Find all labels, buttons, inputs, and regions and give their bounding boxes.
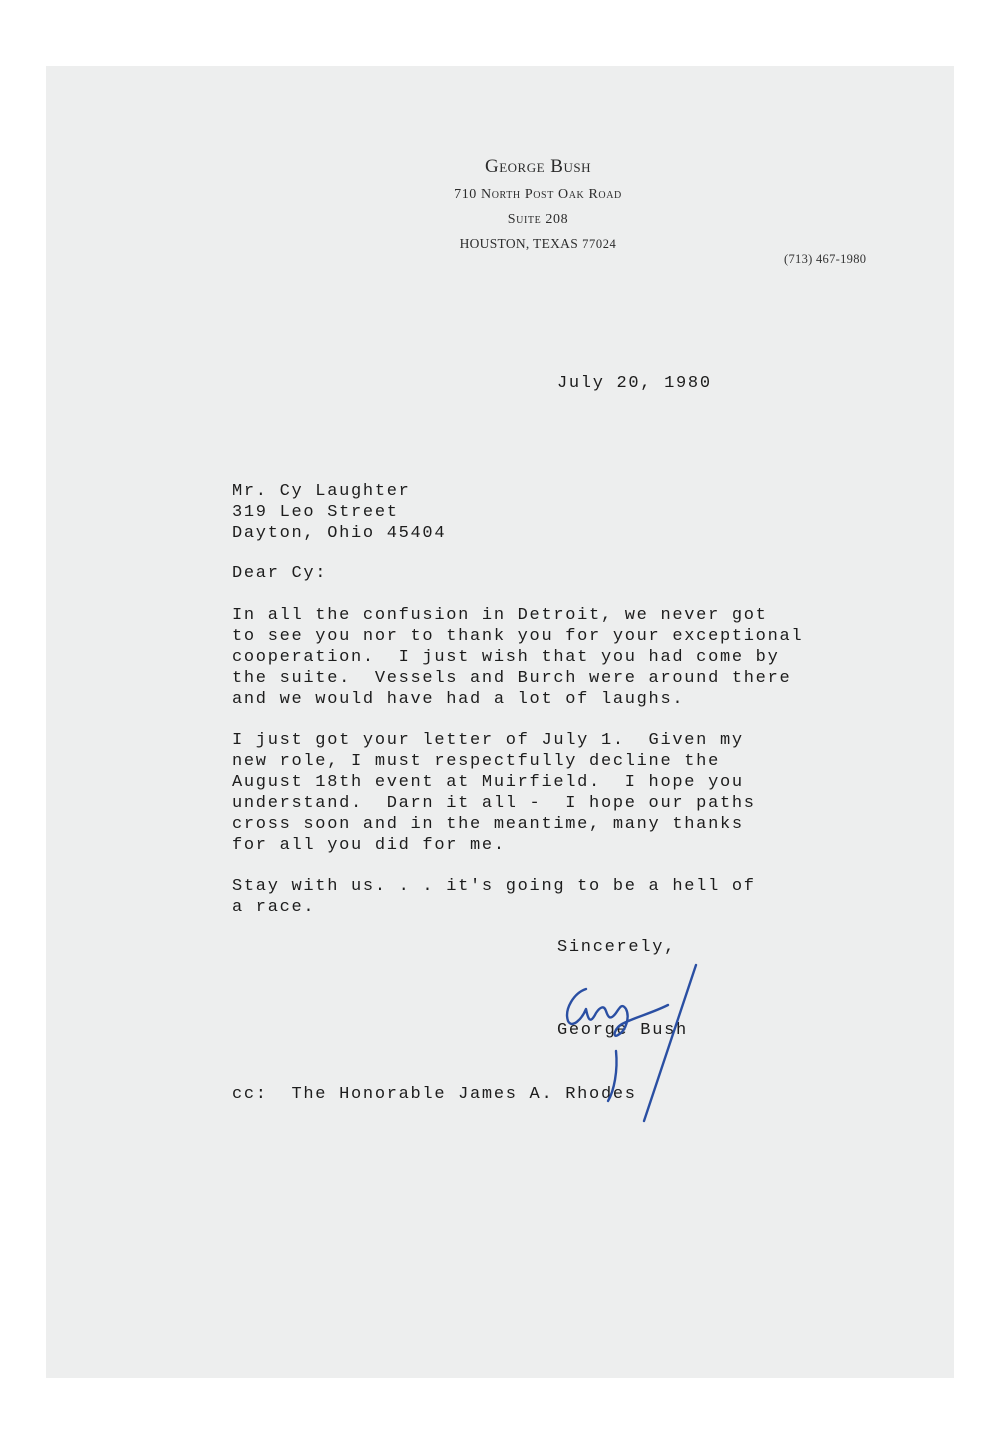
recipient-address xyxy=(232,481,446,544)
letterhead-name: George Bush xyxy=(485,156,591,177)
paragraph-line: and we would have had a lot of laughs. xyxy=(232,690,685,709)
recipient-city: Dayton, Ohio 45404 xyxy=(232,524,447,543)
cc-line: cc: The Honorable James A. Rhodes xyxy=(232,1085,637,1104)
letterhead-address-line1: 710 North Post Oak Road xyxy=(454,187,622,202)
body-paragraph-1 xyxy=(232,605,803,710)
recipient-street: 319 Leo Street xyxy=(232,503,399,522)
paragraph-line: Stay with us. . . it's going to be a hell of xyxy=(232,877,756,896)
paragraph-line: new role, I must respectfully decline the xyxy=(232,752,720,771)
body-paragraph-2 xyxy=(232,730,756,856)
paragraph-line: In all the confusion in Detroit, we never got xyxy=(232,606,768,625)
paragraph-line: August 18th event at Muirfield. I hope you xyxy=(232,773,744,792)
paragraph-line: understand. Darn it all - I hope our paths xyxy=(232,794,756,813)
signer-name: George Bush xyxy=(557,1021,688,1040)
letterhead-phone: (713) 467-1980 xyxy=(784,252,867,266)
handwritten-signature xyxy=(556,961,716,1131)
letterhead-city-line xyxy=(46,236,1000,253)
body-paragraph-3 xyxy=(232,876,756,918)
paragraph-line: I just got your letter of July 1. Given my xyxy=(232,731,744,750)
paragraph-line: cooperation. I just wish that you had come by xyxy=(232,648,780,667)
paragraph-line: cross soon and in the meantime, many thanks xyxy=(232,815,744,834)
recipient-name: Mr. Cy Laughter xyxy=(232,482,411,501)
closing: Sincerely, xyxy=(557,938,677,957)
letter-page xyxy=(46,66,954,1378)
paragraph-line: to see you nor to thank you for your exceptional xyxy=(232,627,804,646)
paragraph-line: a race. xyxy=(232,898,316,917)
paragraph-line: for all you did for me. xyxy=(232,836,506,855)
salutation: Dear Cy: xyxy=(232,564,328,583)
letterhead-zip: 77024 xyxy=(582,237,617,251)
paragraph-line: the suite. Vessels and Burch were around there xyxy=(232,669,792,688)
letter-date: July 20, 1980 xyxy=(557,374,712,393)
letterhead-city-state: HOUSTON, TEXAS xyxy=(459,236,579,251)
letterhead-address-line2: Suite 208 xyxy=(507,212,569,227)
